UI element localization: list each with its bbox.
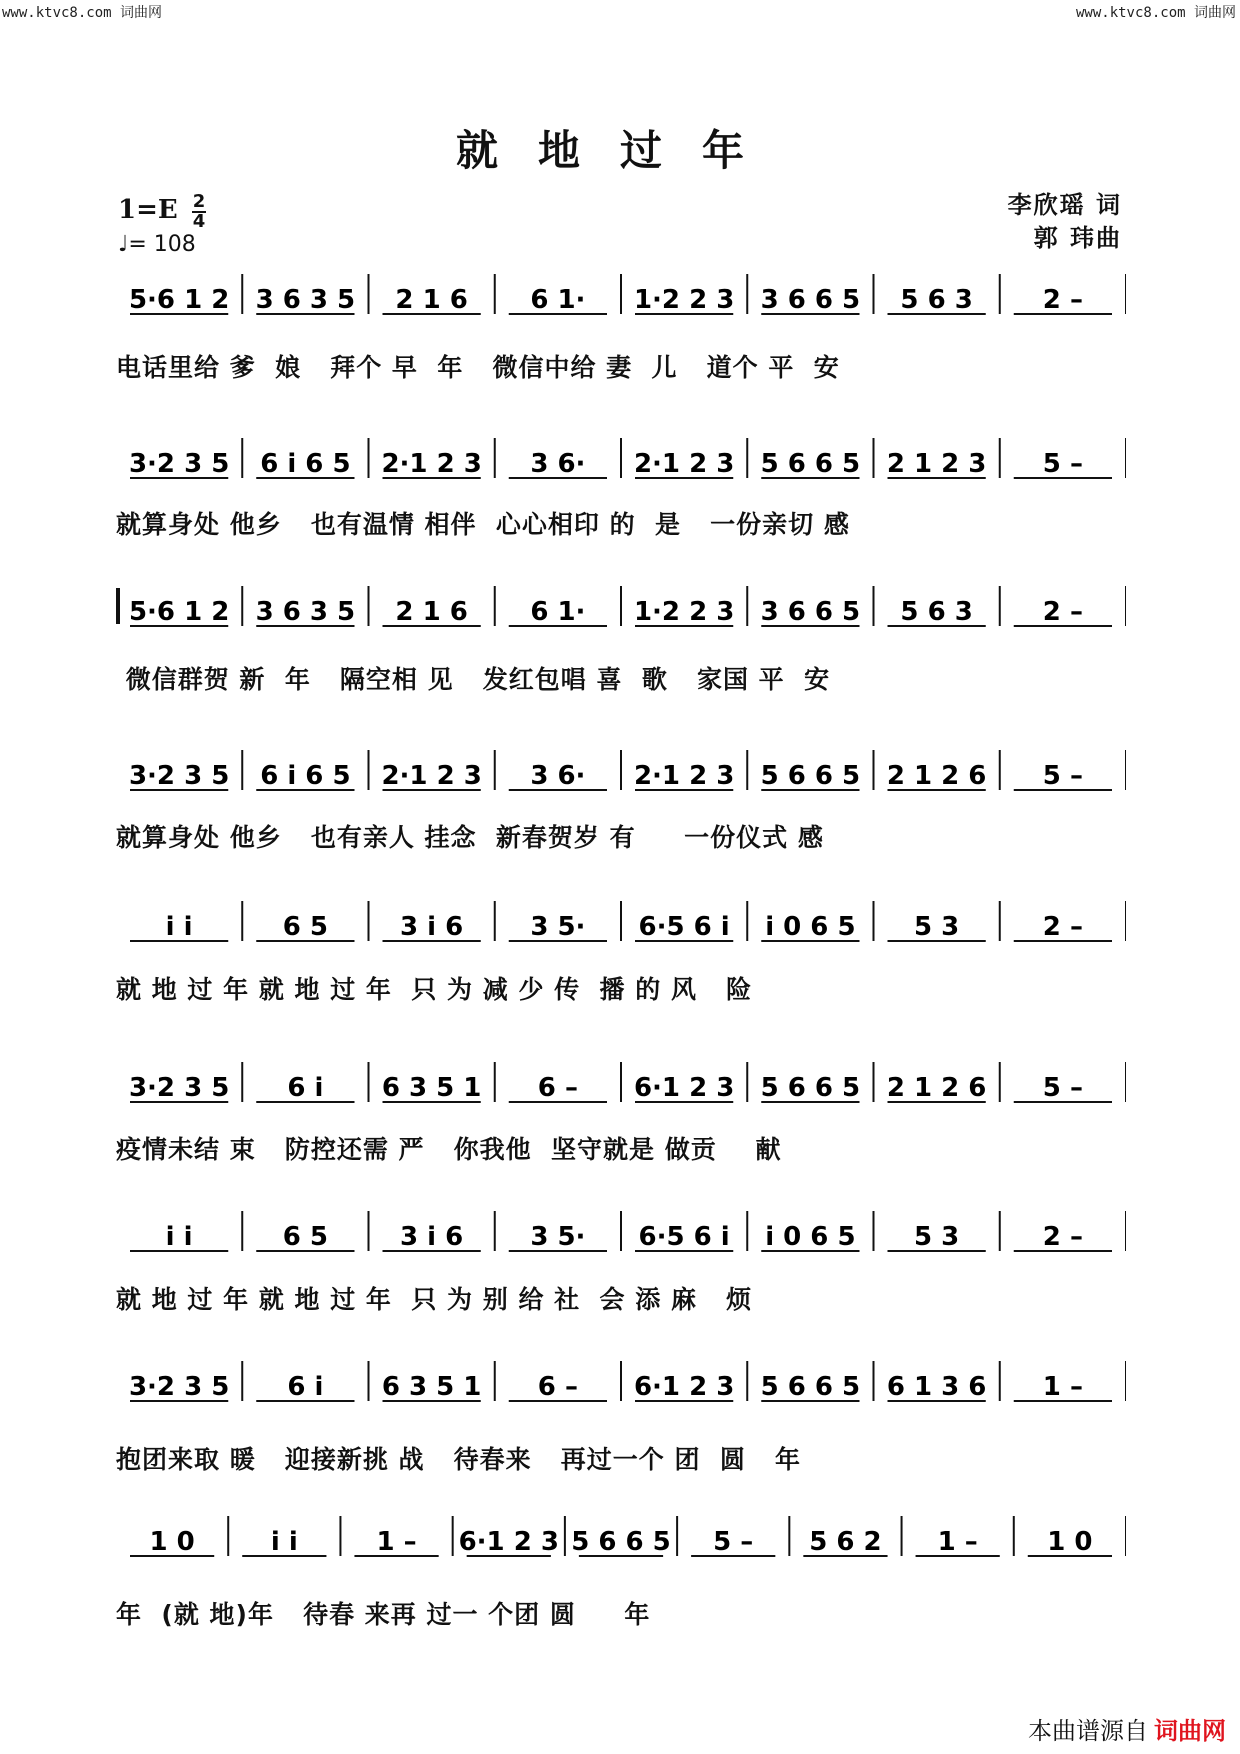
measure-notes: 2·1 2 3 [381,449,482,479]
measure-notes: i 0 6 5 [765,912,856,942]
notation-row [116,1056,1126,1116]
lyrics-row-8: 抱团来取 暖 迎接新挑 战 待春来 再过一个 团 圆 年 [116,1445,801,1474]
measure-notes: 6 i [287,1372,324,1402]
measure-notes: 6 1 3 6 [886,1372,987,1402]
lyricist-credit: 李欣瑶 词 [1007,191,1122,219]
lyrics-row-1: 电话里给 爹 娘 拜个 早 年 微信中给 妻 儿 道个 平 安 [116,353,840,382]
measure-notes: 6·1 2 3 [633,1372,735,1402]
measure-notes: 6 – [537,1073,578,1103]
measure-notes: 5 6 2 [809,1527,882,1557]
lyrics-row-7: 就 地 过 年 就 地 过 年 只 为 别 给 社 会 添 麻 烦 [116,1285,753,1314]
measure-notes: 2 – [1042,912,1083,942]
measure-notes: 6 i [287,1073,324,1103]
footer-site-link[interactable]: 词曲网 [1154,1717,1226,1745]
measure-notes: 2 1 6 [395,597,468,627]
song-title: 就地过年 [455,126,784,175]
measure-notes: 3 5· [530,912,586,942]
measure-notes: 1 – [937,1527,978,1557]
key-signature: 1=E [118,195,178,225]
measure-notes: 6 1· [530,285,586,315]
score-row-9 [116,1510,1126,1570]
score-row-2 [116,432,1126,492]
measure-notes: 3 i 6 [400,1222,464,1252]
measure-notes: 1·2 2 3 [633,285,735,315]
measure-notes: 6 – [537,1372,578,1402]
score-row-3 [116,580,1126,640]
measure-notes: 5 – [1042,761,1083,791]
measure-notes: i i [270,1527,298,1557]
measure-notes: 5 6 6 5 [760,1372,861,1402]
measure-notes: 1 – [376,1527,417,1557]
measure-notes: 5 – [713,1527,754,1557]
measure-notes: 2 1 2 3 [886,449,987,479]
measure-notes: i i [165,1222,193,1252]
header-left-url[interactable]: www.ktvc8.com 词曲网 [2,5,163,21]
measure-notes: 6 3 5 1 [381,1372,482,1402]
measure-notes: 1 – [1042,1372,1083,1402]
score-row-4 [116,744,1126,804]
meter-top: 2 [192,191,206,212]
measure-notes: 5·6 1 2 [128,285,230,315]
measure-notes: 3 6 3 5 [255,597,356,627]
measure-notes: 5 6 6 5 [571,1527,671,1557]
measure-notes: 5 3 [914,912,960,942]
footer-source [1028,1711,1226,1746]
notation-row [116,268,1126,328]
lyrics-row-4: 就算身处 他乡 也有亲人 挂念 新春贺岁 有 一份仪式 感 [116,823,824,852]
measure-notes: 3 6 3 5 [255,285,356,315]
lyrics-row-3: 微信群贺 新 年 隔空相 见 发红包唱 喜 歌 家国 平 安 [116,665,831,694]
header-right-url[interactable]: www.ktvc8.com 词曲网 [1075,5,1236,21]
measure-notes: 5 – [1042,449,1083,479]
score-row-8 [116,1355,1126,1415]
measure-notes: 5 6 6 5 [760,761,861,791]
notation-row [116,1355,1126,1415]
lyrics-row-9: 年 (就 地)年 待春 来再 过一 个团 圆 年 [116,1600,651,1629]
measure-notes: 5 6 6 5 [760,449,861,479]
lyrics-row-2: 就算身处 他乡 也有温情 相伴 心心相印 的 是 一份亲切 感 [116,510,850,539]
measure-notes: 6 1· [530,597,586,627]
score-row-5 [116,895,1126,955]
measure-notes: 6 i 6 5 [260,449,351,479]
measure-notes: 6 i 6 5 [260,761,351,791]
measure-notes: 3 6 6 5 [760,597,861,627]
measure-notes: i 0 6 5 [765,1222,856,1252]
measure-notes: 2·1 2 3 [381,761,482,791]
tempo-mark: ♩= 108 [118,232,196,257]
measure-notes: 3·2 3 5 [128,761,230,791]
measure-notes: 3 6· [530,449,586,479]
measure-notes: 3·2 3 5 [128,449,230,479]
measure-notes: 2 – [1042,285,1083,315]
measure-notes: 5 3 [914,1222,960,1252]
measure-notes: 6·5 6 i [638,1222,730,1252]
notation-row [116,1205,1126,1265]
measure-notes: 3 6· [530,761,586,791]
measure-notes: 2 – [1042,1222,1083,1252]
measure-notes: 6·1 2 3 [633,1073,735,1103]
measure-notes: 2 1 2 6 [886,761,987,791]
measure-notes: 2 – [1042,597,1083,627]
measure-notes: 6 5 [282,1222,328,1252]
measure-notes: 1·2 2 3 [633,597,735,627]
measure-notes: 3·2 3 5 [128,1372,230,1402]
meter-bottom: 4 [192,211,206,232]
lyrics-row-6: 疫情未结 束 防控还需 严 你我他 坚守就是 做贡 献 [116,1135,782,1164]
measure-notes: 5 6 3 [900,597,973,627]
notation-row [116,580,1126,640]
score-row-7 [116,1205,1126,1265]
measure-notes: 2·1 2 3 [633,449,735,479]
footer-source-text: 本曲谱源自 [1028,1717,1148,1745]
measure-notes: 2·1 2 3 [633,761,735,791]
time-signature [192,191,206,232]
measure-notes: 5 6 6 5 [760,1073,861,1103]
notation-row [116,1510,1126,1570]
measure-notes: 5 – [1042,1073,1083,1103]
measure-notes: i i [165,912,193,942]
measure-notes: 5 6 3 [900,285,973,315]
measure-notes: 3·2 3 5 [128,1073,230,1103]
measure-notes: 3 6 6 5 [760,285,861,315]
score-row-6 [116,1056,1126,1116]
measure-notes: 5·6 1 2 [128,597,230,627]
measure-notes: 6·5 6 i [638,912,730,942]
measure-notes: 6 3 5 1 [381,1073,482,1103]
lyrics-row-5: 就 地 过 年 就 地 过 年 只 为 减 少 传 播 的 风 险 [116,975,753,1004]
measure-notes: 3 5· [530,1222,586,1252]
composer-credit: 郭 玮曲 [1033,224,1122,252]
measure-notes: 2 1 2 6 [886,1073,987,1103]
notation-row [116,432,1126,492]
measure-notes: 1 0 [1047,1527,1093,1557]
measure-notes: 1 0 [149,1527,195,1557]
measure-notes: 6·1 2 3 [458,1527,559,1557]
measure-notes: 6 5 [282,912,328,942]
measure-notes: 3 i 6 [400,912,464,942]
notation-row [116,744,1126,804]
notation-row [116,895,1126,955]
score-row-1 [116,268,1126,328]
measure-notes: 2 1 6 [395,285,468,315]
